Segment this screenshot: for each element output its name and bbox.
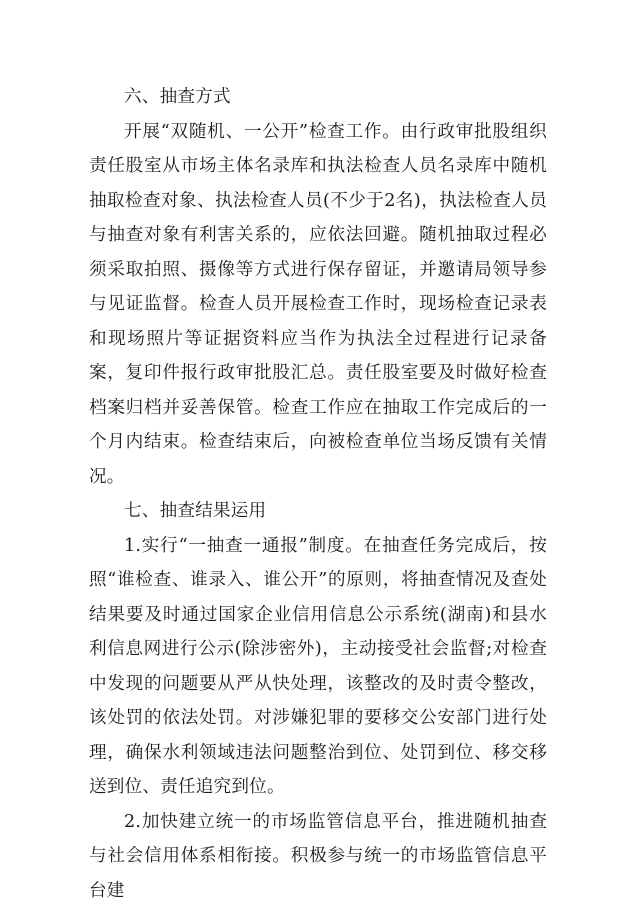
document-body <box>89 80 547 908</box>
section-heading-inspection-method: 六、抽查方式 <box>89 80 547 115</box>
paragraph-notification-system: 1.实行“一抽查一通报”制度。在抽查任务完成后，按照“谁检查、谁录入、谁公开”的原则，将抽查情况及查处结果要及时通过国家企业信用信息公示系统(湖南)和县水利信息网进行公示(除涉密外)，主动接受社会监督;对检查中发现的问题要从严从快处理，该整改的及时责令整改，该处罚的依法处罚。对涉嫌犯罪的要移交公安部门进行处理，确保水利领域违法问题整治到位、处罚到位、移交移送到位、责任追究到位。 <box>89 529 547 805</box>
paragraph-inspection-method: 开展“双随机、一公开”检查工作。由行政审批股组织责任股室从市场主体名录库和执法检查人员名录库中随机抽取检查对象、执法检查人员(不少于2名)，执法检查人员与抽查对象有利害关系的，应依法回避。随机抽取过程必须采取拍照、摄像等方式进行保存留证，并邀请局领导参与见证监督。检查人员开展检查工作时，现场检查记录表和现场照片等证据资料应当作为执法全过程进行记录备案，复印件报行政审批股汇总。责任股室要及时做好检查档案归档并妥善保管。检查工作应在抽取工作完成后的一个月内结束。检查结束后，向被检查单位当场反馈有关情况。 <box>89 115 547 495</box>
section-heading-result-application: 七、抽查结果运用 <box>89 494 547 529</box>
paragraph-information-platform: 2.加快建立统一的市场监管信息平台，推进随机抽查与社会信用体系相衔接。积极参与统一的市场监管信息平台建 <box>89 805 547 908</box>
